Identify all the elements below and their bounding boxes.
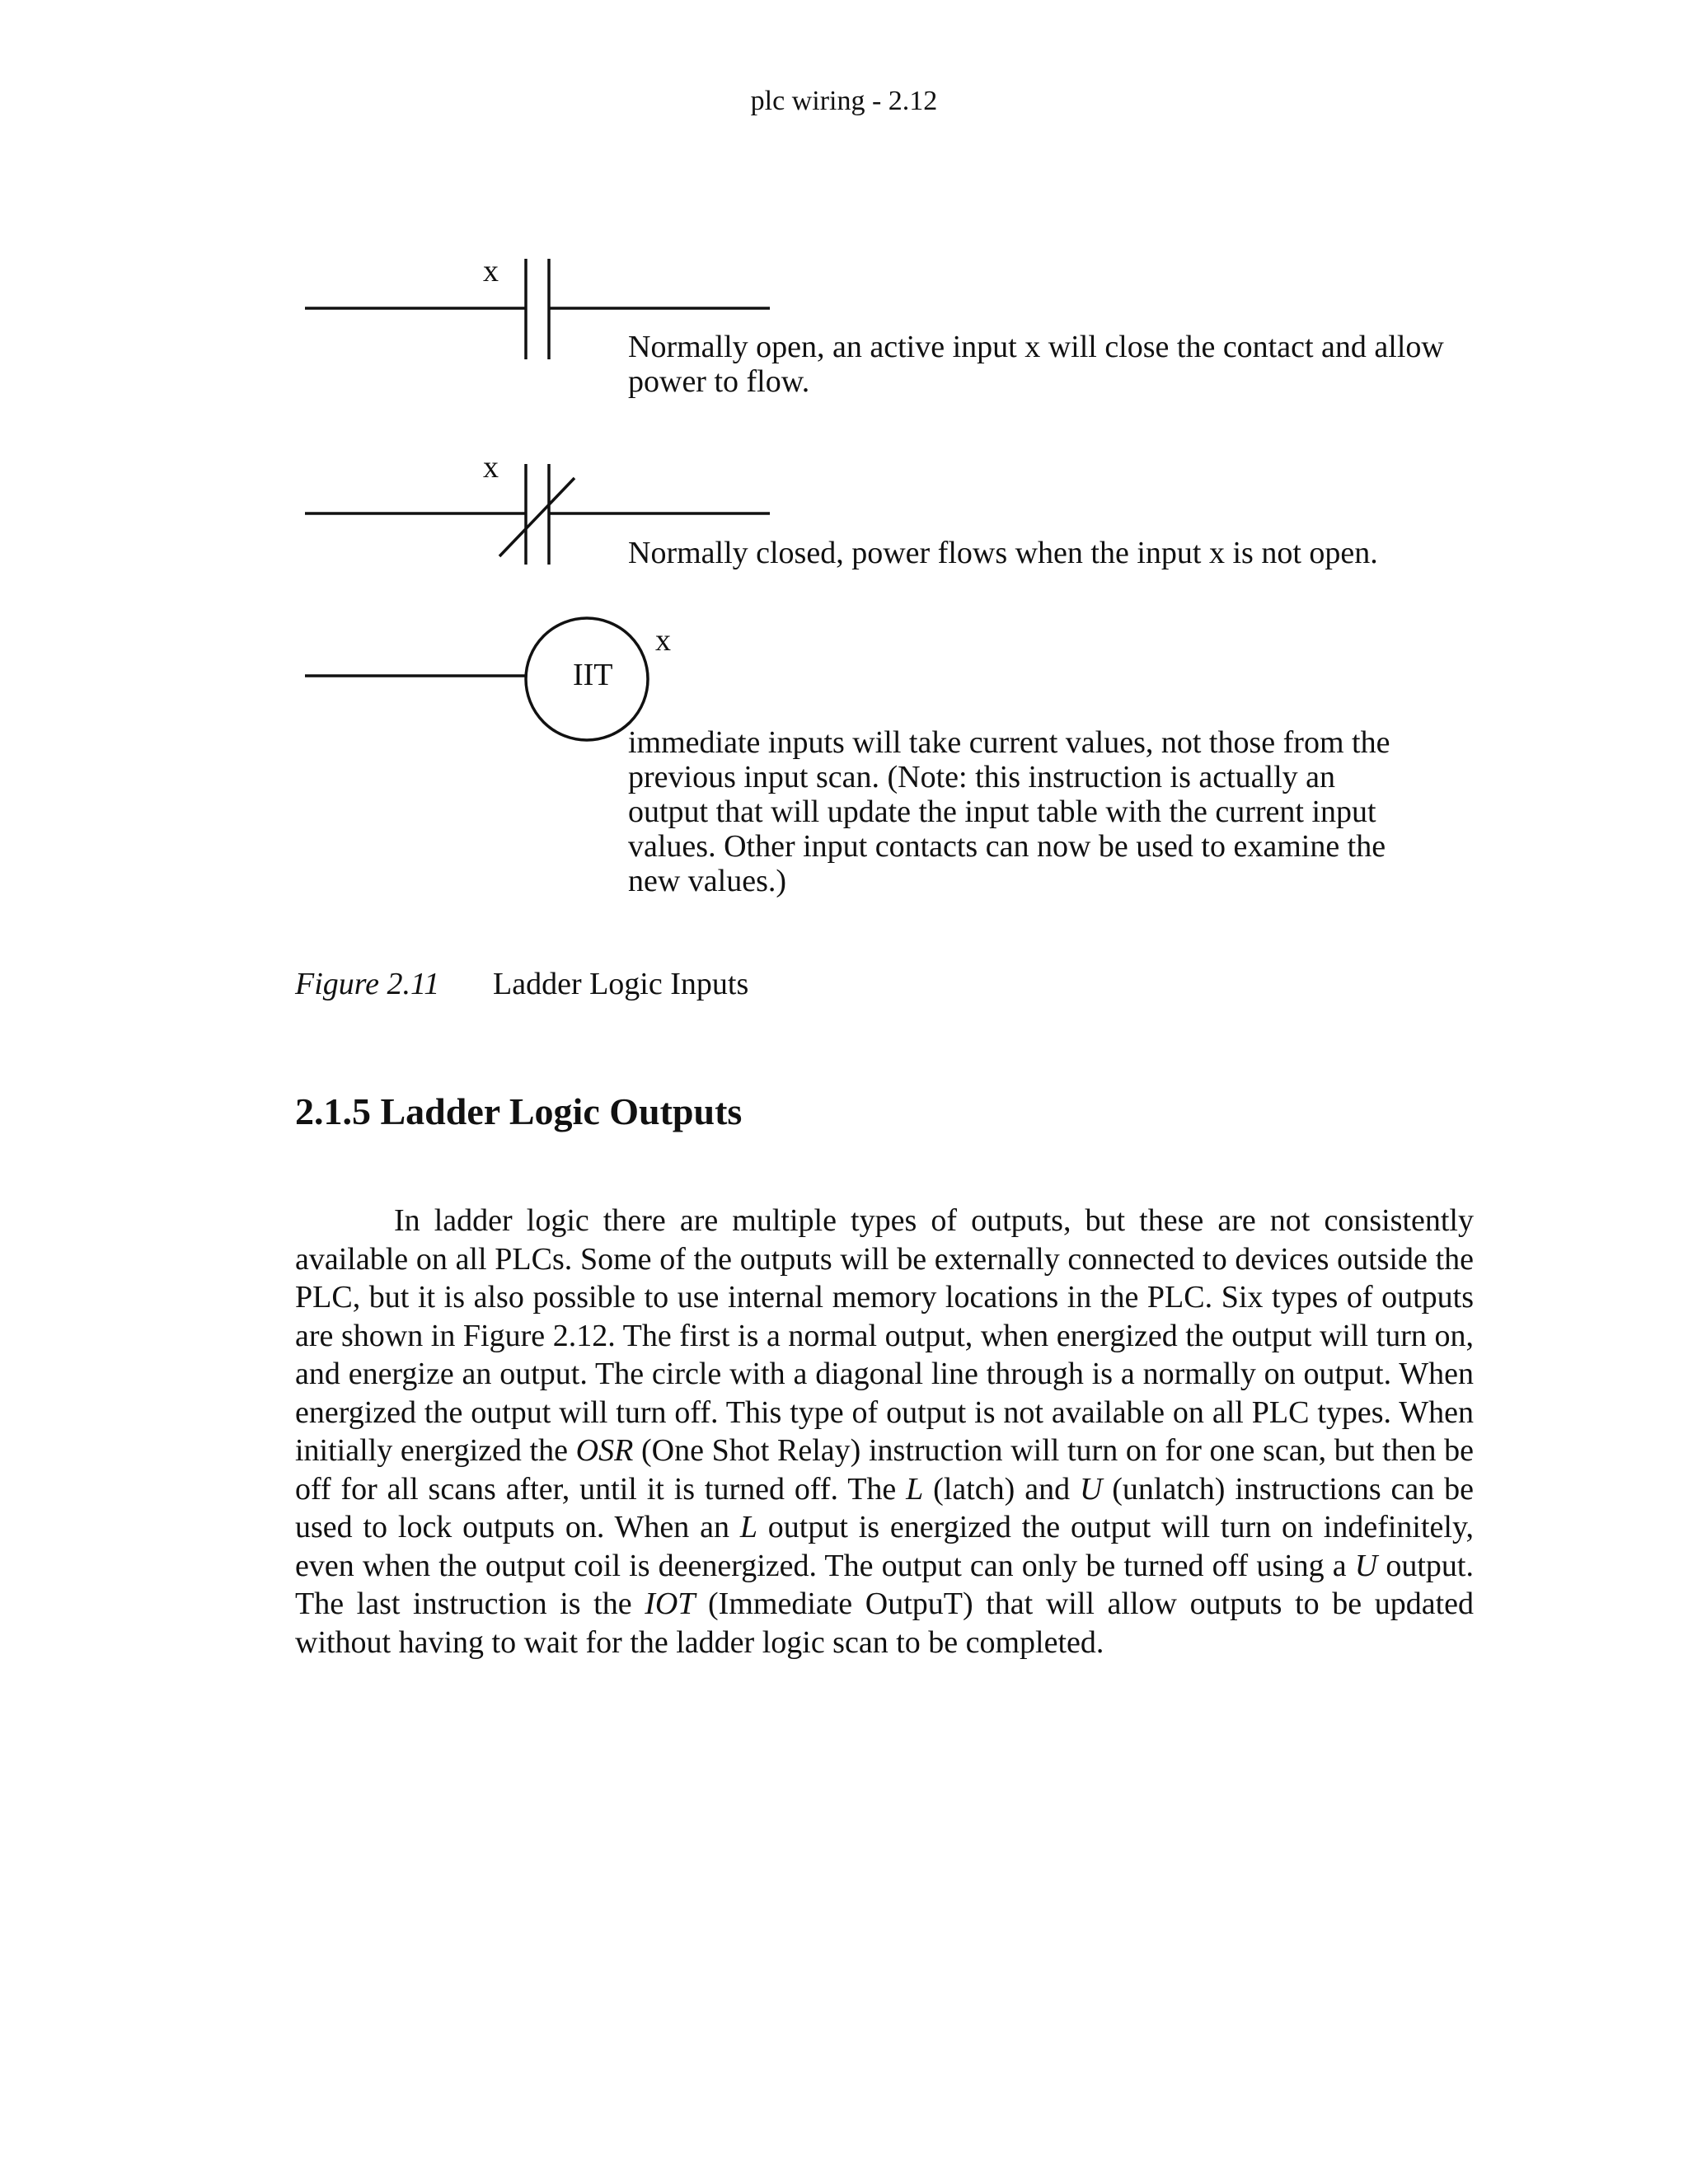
paragraph-text: output. The last instruction is the <box>295 1548 1474 1621</box>
iit-label: x <box>655 623 671 658</box>
iit-description: immediate inputs will take current values, not those from the previous input scan. (Note: this instruction is actually an output that will update the input table with the current input values. Other input contacts can now be used to examine the new values.) <box>628 725 1390 898</box>
figure-title: Ladder Logic Inputs <box>493 967 749 1001</box>
nc-contact-label: x <box>483 450 499 485</box>
paragraph-text: (One Shot Relay) instruction will turn on for one scan, but then be off for all scans after, until it is turned off. The <box>295 1433 1474 1507</box>
body-paragraph <box>295 1202 1474 1661</box>
italic-term: U <box>1354 1548 1378 1583</box>
italic-term: L <box>906 1471 924 1507</box>
nc-diagonal-slash <box>499 478 574 556</box>
paragraph-text: (unlatch) instructions can be used to lock outputs on. When an <box>295 1471 1474 1544</box>
nc-contact-description: Normally closed, power flows when the input x is not open. <box>628 536 1378 570</box>
section-heading: 2.1.5 Ladder Logic Outputs <box>295 1090 743 1132</box>
figure-caption <box>295 966 748 1002</box>
ladder-logic-inputs-figure <box>0 0 1688 972</box>
paragraph-text: output is energized the output will turn on indefinitely, even when the output coil is deenergized. The output can only be turned off using a <box>295 1510 1475 1583</box>
iit-inner-text: IIT <box>573 658 613 692</box>
italic-term: L <box>739 1510 757 1544</box>
running-header: plc wiring - 2.12 <box>750 86 938 116</box>
no-contact-label: x <box>483 254 499 288</box>
italic-term: IOT <box>645 1586 696 1621</box>
paragraph-text: (Immediate OutpuT) that will allow outputs to be updated without having to wait for the ladder logic scan to be completed. <box>295 1586 1474 1660</box>
no-contact-description: Normally open, an active input x will close the contact and allow power to flow. <box>628 330 1444 399</box>
italic-term: U <box>1079 1471 1103 1507</box>
paragraph-text: In ladder logic there are multiple types of outputs, but these are not consistently available on all PLCs. Some of the outputs will be externally connected to devices outside the PLC, but it is also possible to use internal memory locations in the PLC. Six types of outputs are shown in Figure 2.12. The first is a normal output, when energized the output will turn on, and energize an output. The circle with a diagonal line through is a normally on output. When energized the output will turn off. This type of output is not available on all PLC types. When initially energized the <box>295 1203 1474 1468</box>
italic-term: OSR <box>575 1433 634 1468</box>
paragraph-text: (latch) and <box>923 1471 1080 1507</box>
figure-number: Figure 2.11 <box>295 967 440 1001</box>
